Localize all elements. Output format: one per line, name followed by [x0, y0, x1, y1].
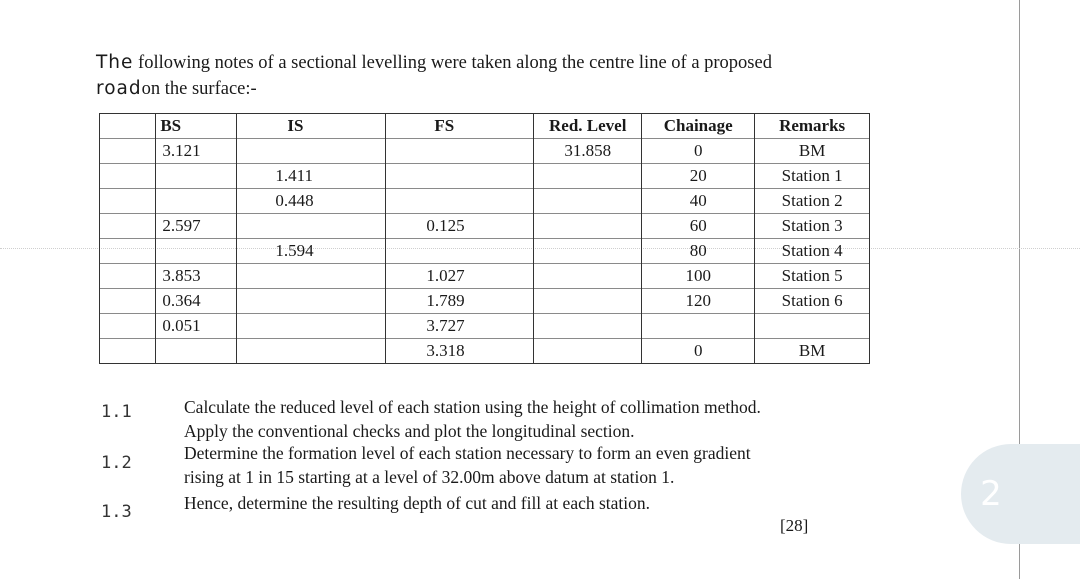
- table-row: [100, 314, 870, 339]
- blank-cell: [100, 289, 156, 314]
- intro-line-2: on the surface:-: [141, 79, 257, 99]
- fs-cell: [386, 239, 534, 264]
- question-number: 1.3: [101, 502, 132, 522]
- table-header-row: [100, 114, 870, 139]
- header-remarks: Remarks: [755, 114, 870, 139]
- question-text: Determine the formation level of each station necessary to form an even gradient rising at 1 in 15 starting at a level of 32.00m above datum at station 1.: [184, 443, 751, 487]
- bs-cell: 3.853: [156, 264, 237, 289]
- intro-word-prefix: The: [96, 52, 134, 73]
- is-cell: 1.411: [237, 164, 386, 189]
- is-cell: [237, 289, 386, 314]
- bs-cell: [156, 339, 237, 364]
- blank-cell: [100, 314, 156, 339]
- intro-line-1: following notes of a sectional levelling were taken along the centre line of a proposed: [138, 53, 772, 73]
- blank-cell: [100, 214, 156, 239]
- chainage-cell: 20: [642, 164, 755, 189]
- chainage-cell: 100: [642, 264, 755, 289]
- chainage-cell: 0: [642, 139, 755, 164]
- remarks-cell: Station 2: [755, 189, 870, 214]
- blank-header: [100, 114, 156, 139]
- bs-cell: [156, 239, 237, 264]
- intro-word-road: road: [96, 78, 142, 99]
- red-level-cell: [534, 339, 642, 364]
- red-level-cell: [534, 314, 642, 339]
- table-row: [100, 339, 870, 364]
- blank-cell: [100, 189, 156, 214]
- table-row: [100, 239, 870, 264]
- bs-cell: 0.051: [156, 314, 237, 339]
- fs-cell: [386, 164, 534, 189]
- table-row: [100, 289, 870, 314]
- chainage-cell: 80: [642, 239, 755, 264]
- question-text: Hence, determine the resulting depth of cut and fill at each station.: [184, 493, 651, 513]
- bs-cell: [156, 164, 237, 189]
- header-is: IS: [237, 114, 386, 139]
- chainage-cell: 0: [642, 339, 755, 364]
- is-cell: [237, 264, 386, 289]
- fs-cell: [386, 139, 534, 164]
- question-number: 1.1: [101, 402, 132, 422]
- bs-cell: 2.597: [156, 214, 237, 239]
- bs-cell: 0.364: [156, 289, 237, 314]
- chainage-cell: 60: [642, 214, 755, 239]
- red-level-cell: [534, 189, 642, 214]
- red-level-cell: [534, 214, 642, 239]
- fs-cell: 0.125: [386, 214, 534, 239]
- blank-cell: [100, 239, 156, 264]
- remarks-cell: Station 1: [755, 164, 870, 189]
- chainage-cell: [642, 314, 755, 339]
- blank-cell: [100, 164, 156, 189]
- red-level-cell: [534, 239, 642, 264]
- chainage-cell: 120: [642, 289, 755, 314]
- bs-cell: [156, 189, 237, 214]
- chainage-cell: 40: [642, 189, 755, 214]
- table-row: [100, 164, 870, 189]
- red-level-cell: 31.858: [534, 139, 642, 164]
- levelling-table: [99, 113, 870, 364]
- remarks-cell: Station 4: [755, 239, 870, 264]
- table-row: [100, 264, 870, 289]
- header-fs: FS: [386, 114, 534, 139]
- blank-cell: [100, 264, 156, 289]
- question-text: Calculate the reduced level of each station using the height of collimation method. Apply the conventional checks and plot the longitudinal section.: [184, 397, 761, 441]
- red-level-cell: [534, 164, 642, 189]
- bs-cell: 3.121: [156, 139, 237, 164]
- total-marks: [28]: [780, 516, 809, 535]
- remarks-cell: Station 6: [755, 289, 870, 314]
- is-cell: [237, 339, 386, 364]
- blank-cell: [100, 339, 156, 364]
- is-cell: 1.594: [237, 239, 386, 264]
- table-row: [100, 189, 870, 214]
- fs-cell: 1.789: [386, 289, 534, 314]
- is-cell: [237, 214, 386, 239]
- remarks-cell: [755, 314, 870, 339]
- fs-cell: 3.727: [386, 314, 534, 339]
- is-cell: [237, 314, 386, 339]
- remarks-cell: Station 3: [755, 214, 870, 239]
- header-chainage: Chainage: [642, 114, 755, 139]
- red-level-cell: [534, 289, 642, 314]
- remarks-cell: BM: [755, 139, 870, 164]
- question-number: 1.2: [101, 453, 132, 473]
- table-row: [100, 214, 870, 239]
- blank-cell: [100, 139, 156, 164]
- remarks-cell: Station 5: [755, 264, 870, 289]
- table-row: [100, 139, 870, 164]
- page-number-badge: 2: [961, 444, 1080, 544]
- red-level-cell: [534, 264, 642, 289]
- fs-cell: 3.318: [386, 339, 534, 364]
- header-red-level: Red. Level: [534, 114, 642, 139]
- intro-paragraph: [96, 50, 856, 102]
- is-cell: 0.448: [237, 189, 386, 214]
- fs-cell: [386, 189, 534, 214]
- fs-cell: 1.027: [386, 264, 534, 289]
- is-cell: [237, 139, 386, 164]
- remarks-cell: BM: [755, 339, 870, 364]
- header-bs: BS: [156, 114, 237, 139]
